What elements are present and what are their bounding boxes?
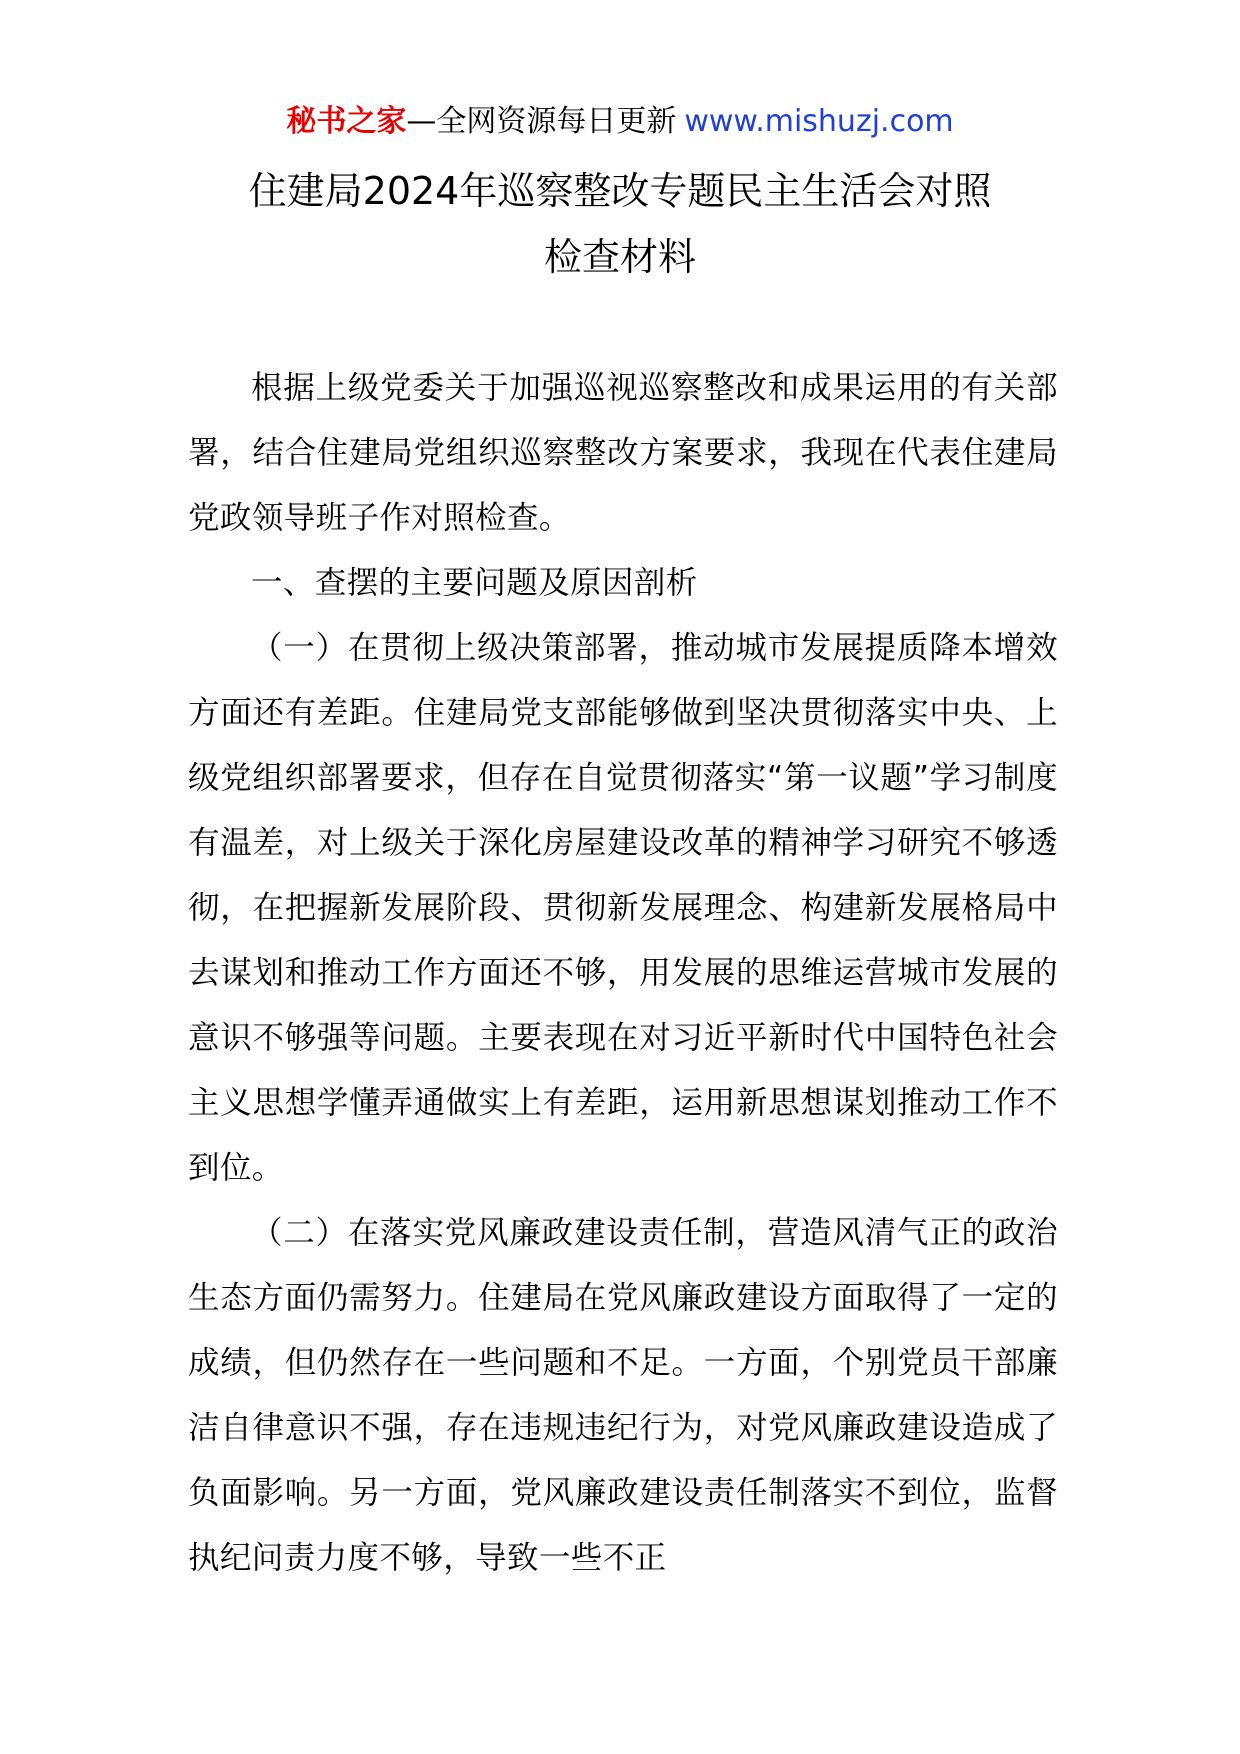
watermark-header: [0, 100, 1240, 144]
brand-name: 秘书之家: [286, 104, 407, 139]
title-line-2: 检查材料: [543, 235, 696, 279]
title-line-1: 住建局2024年巡察整改专题民主生活会对照: [248, 169, 992, 213]
body-paragraph-1: （一）在贯彻上级决策部署，推动城市发展提质降本增效方面还有差距。住建局党支部能够做到坚决贯彻落实中央、上级党组织部署要求，但存在自觉贯彻落实“第一议题”学习制度有温差，对上级关于深化房屋建设改革的精神学习研究不够透彻，在把握新发展阶段、贯彻新发展理念、构建新发展格局中去谋划和推动工作方面还不够，用发展的思维运营城市发展的意识不够强等问题。主要表现在对习近平新时代中国特色社会主义思想学懂弄通做实上有差距，运用新思想谋划推动工作不到位。: [188, 630, 1058, 1186]
body-paragraph-2: （二）在落实党风廉政建设责任制，营造风清气正的政治生态方面仍需努力。住建局在党风廉政建设方面取得了一定的成绩，但仍然存在一些问题和不足。一方面，个别党员干部廉洁自律意识不强，存在违规违纪行为，对党风廉政建设造成了负面影响。另一方面，党风廉政建设责任制落实不到位，监督执纪问责力度不够，导致一些不正: [188, 1215, 1058, 1576]
document-title: [150, 158, 1090, 290]
document-body: [188, 356, 1058, 1591]
intro-paragraph: 根据上级党委关于加强巡视巡察整改和成果运用的有关部署，结合住建局党组织巡察整改方案要求，我现在代表住建局党政领导班子作对照检查。: [188, 370, 1058, 536]
site-url[interactable]: www.mishuzj.com: [684, 104, 954, 139]
section-heading: 一、查摆的主要问题及原因剖析: [251, 565, 698, 601]
header-tagline: —全网资源每日更新: [406, 104, 677, 139]
